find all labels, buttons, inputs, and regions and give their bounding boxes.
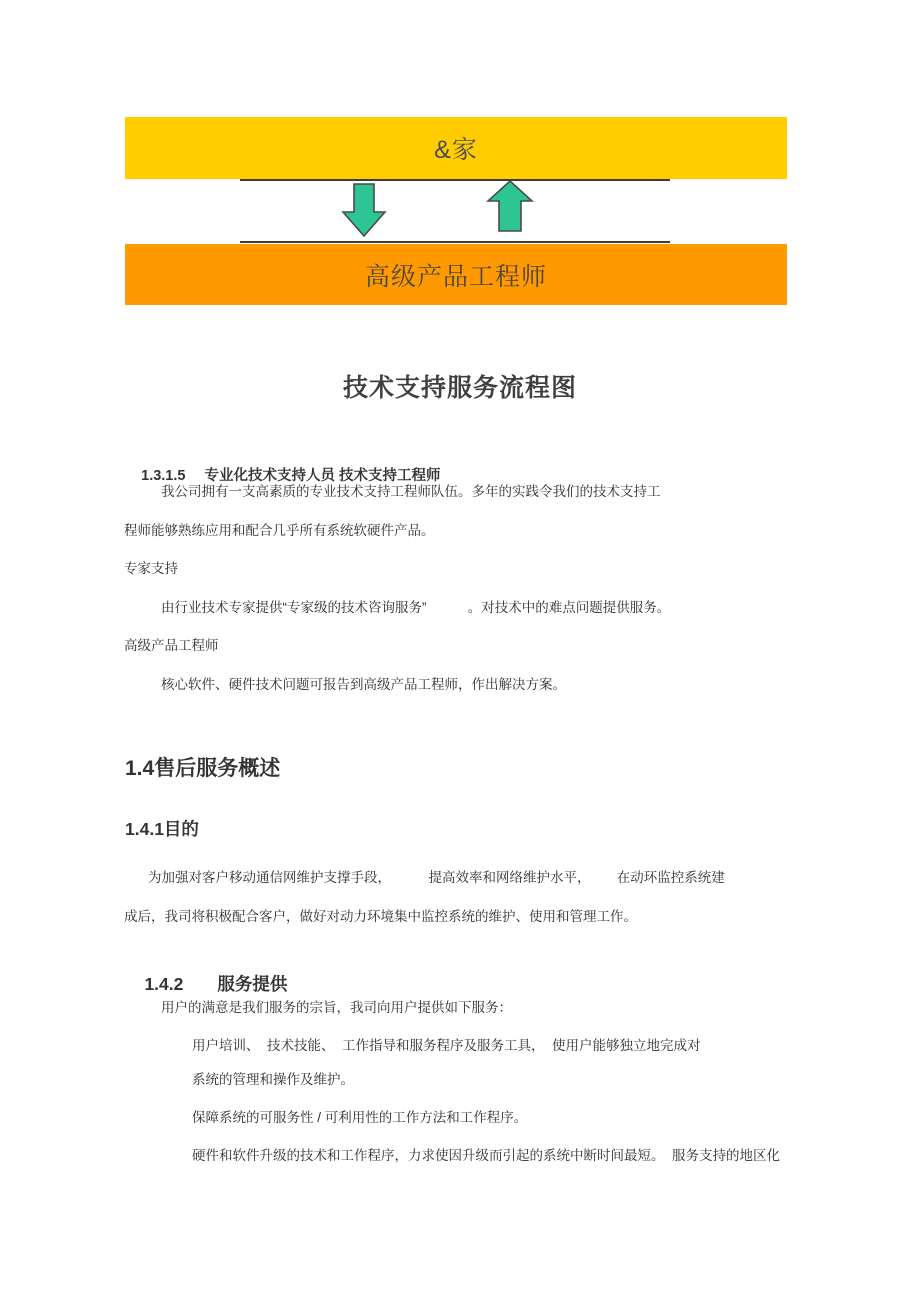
section-title: 专业化技术支持人员 技术支持工程师 [204,468,441,484]
paragraph-line: 我公司拥有一支高素质的专业技术支持工程师队伍。多年的实践令我们的技术支持工 [161,484,661,499]
service-item-line: 用户培训、 技术技能、 工作指导和服务程序及服务工具， 使用户能够独立地完成对 [192,1038,701,1053]
down-arrow-icon [341,183,387,237]
section-heading-1-4: 1.4售后服务概述 [125,757,281,780]
paragraph-line: 用户的满意是我们服务的宗旨，我司向用户提供如下服务： [161,1000,512,1015]
paragraph-line: 成后，我司将积极配合客户，做好对动力环境集中监控系统的维护、使用和管理工作。 [124,909,637,924]
diagram-top-bar-label: &家 [434,136,478,164]
service-item-line: 系统的管理和操作及维护。 [192,1072,354,1087]
diagram-bottom-bar-label: 高级产品工程师 [364,262,547,291]
up-arrow-icon [486,180,534,232]
section-number: 1.3.1.5 [141,468,186,484]
section-number: 1.4.2 [144,974,184,994]
diagram-top-bar [125,117,787,179]
paragraph-line: 程师能够熟练应用和配合几乎所有系统软硬件产品。 [124,523,435,538]
paragraph-line: 由行业技术专家提供“专家级的技术咨询服务” 。对技术中的难点问题提供服务。 [161,600,671,615]
service-item-line: 硬件和软件升级的技术和工作程序，力求使因升级而引起的系统中断时间最短。 服务支持的地区化 [192,1148,781,1163]
diagram-bottom-bar [125,244,787,305]
connector-line-top [240,179,670,181]
label-senior-product-engineer: 高级产品工程师 [124,638,219,653]
page-title: 技术支持服务流程图 [342,374,577,402]
section-title: 服务提供 [217,974,288,994]
connector-line-bottom [240,241,670,243]
paragraph-line: 核心软件、硬件技术问题可报告到高级产品工程师，作出解决方案。 [161,677,566,692]
paragraph-line: 为加强对客户移动通信网维护支撑手段， 提高效率和网络维护水平， 在动环监控系统建 [148,870,725,885]
service-item-line: 保障系统的可服务性 / 可利用性的工作方法和工作程序。 [192,1110,528,1125]
section-heading-1-4-1: 1.4.1目的 [125,819,199,839]
label-expert-support: 专家支持 [124,561,178,576]
